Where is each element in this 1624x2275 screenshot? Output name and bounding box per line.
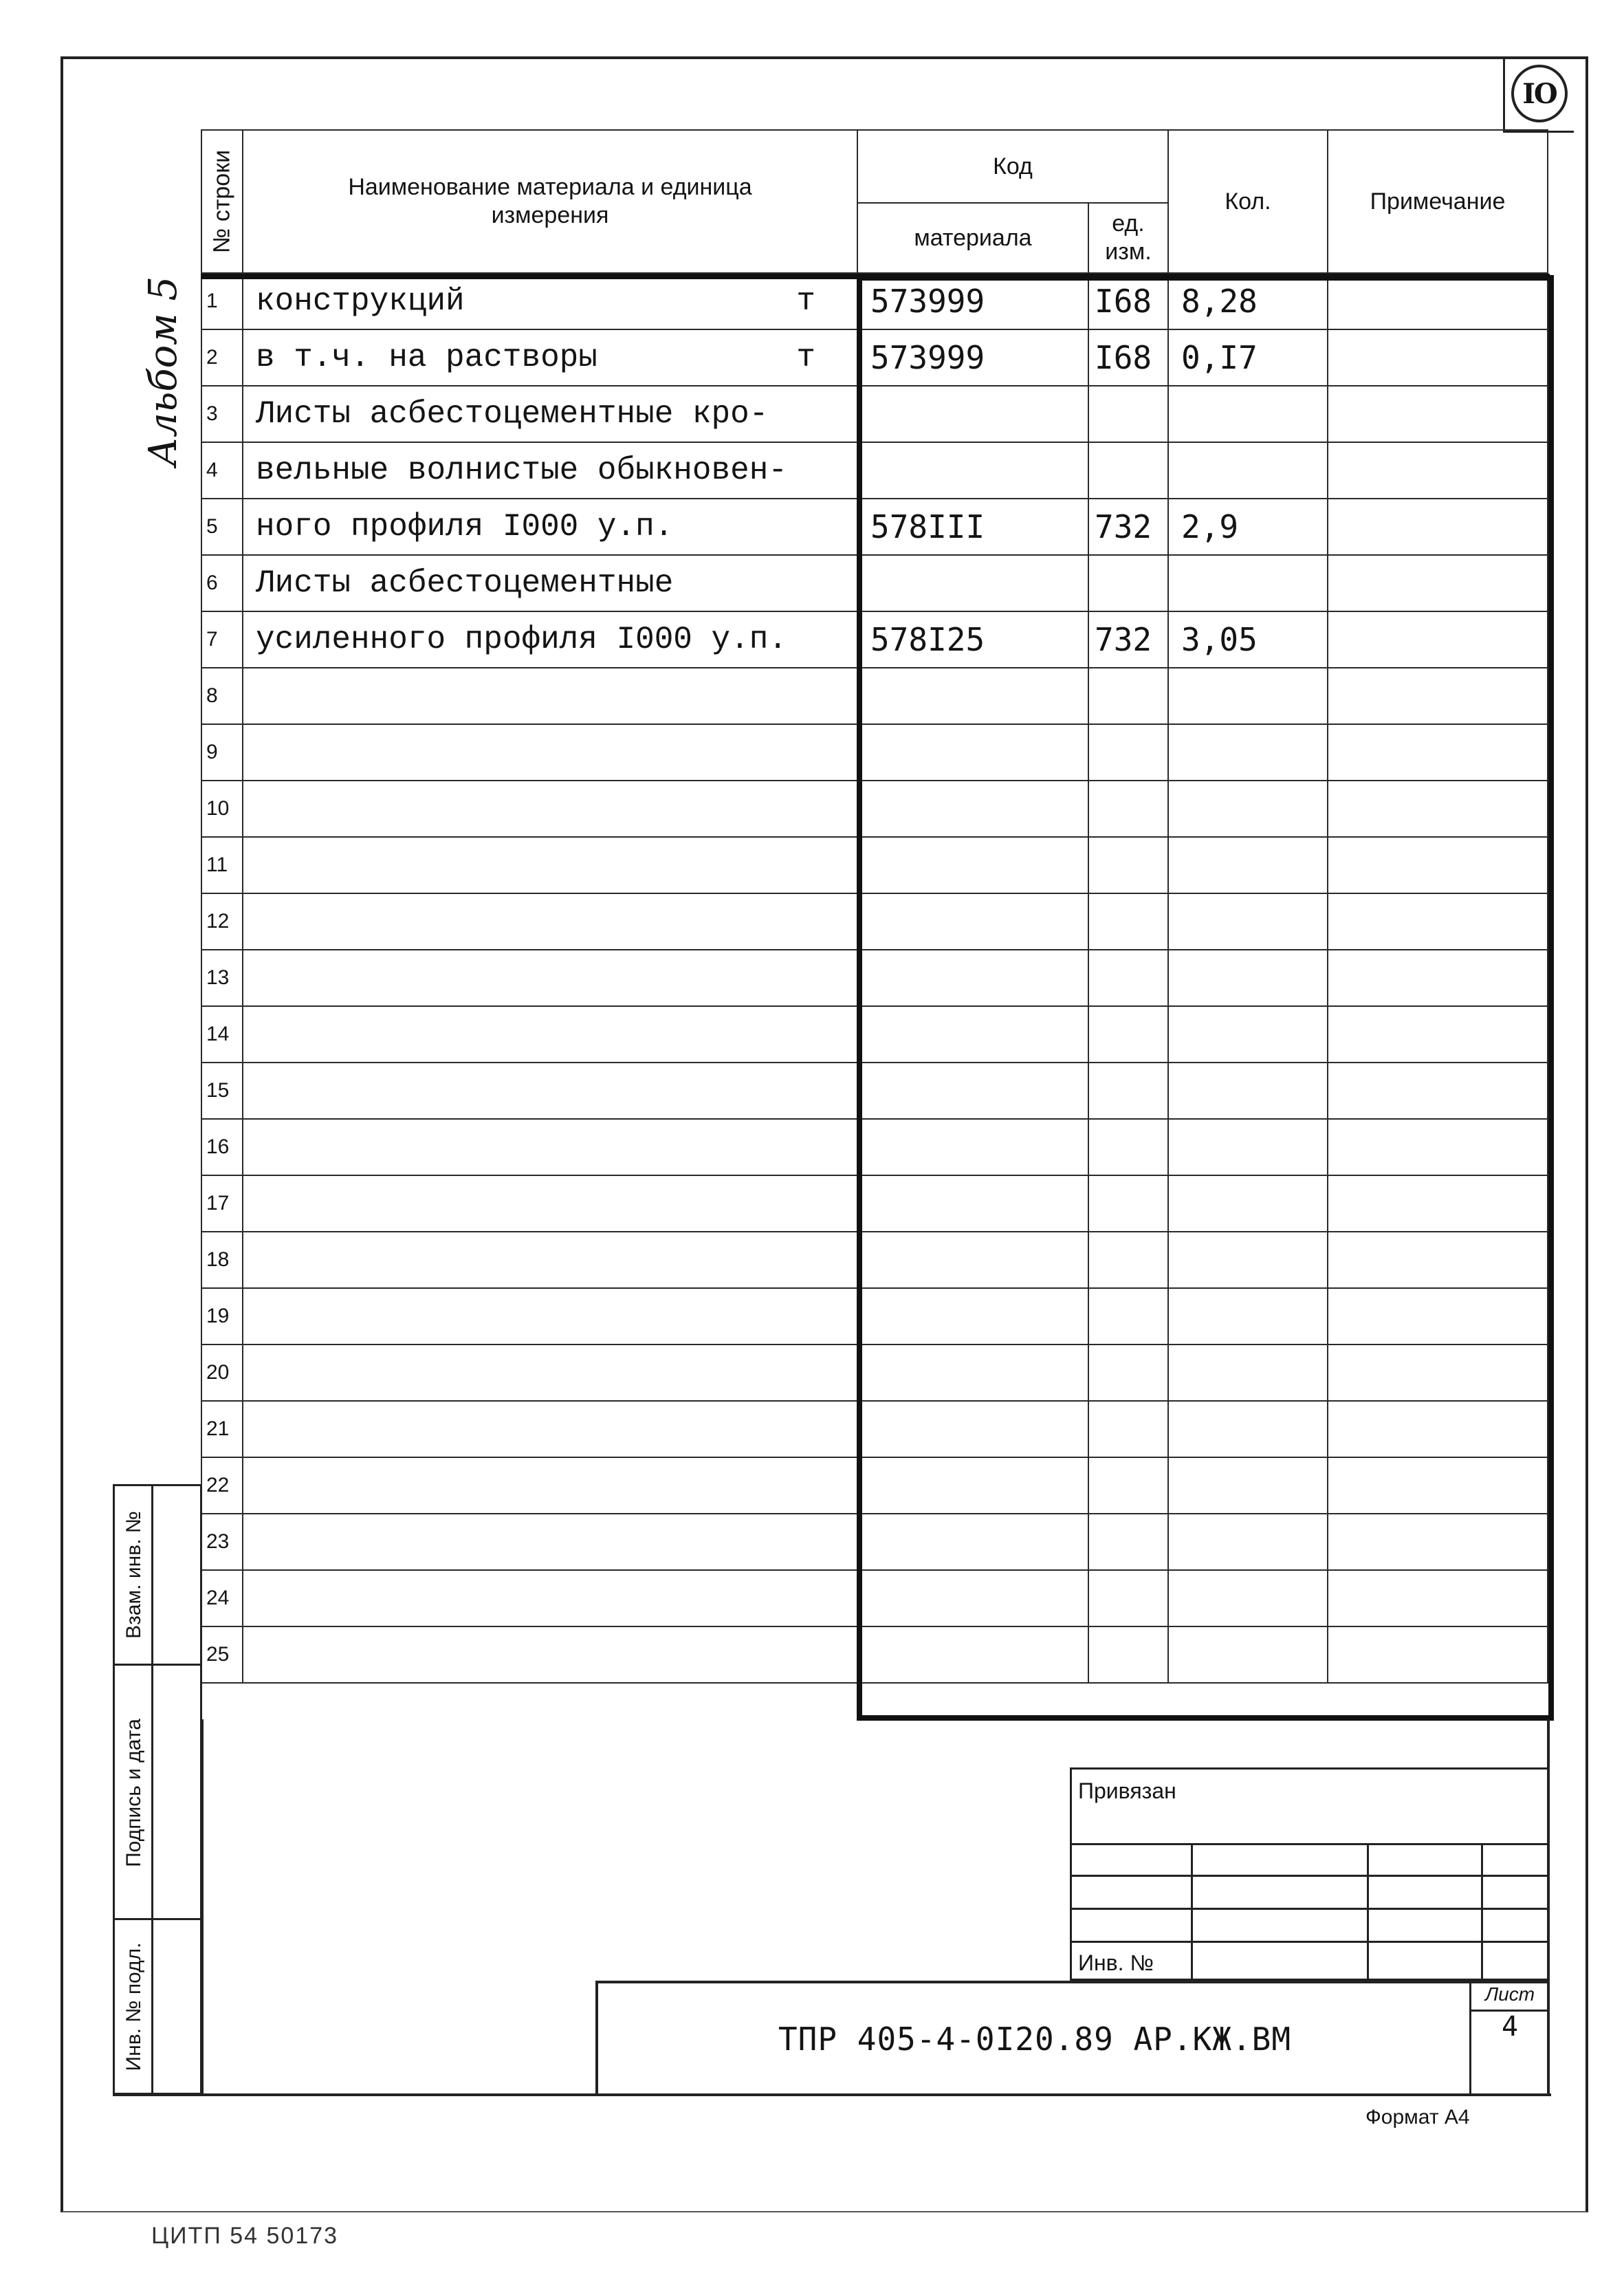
table-row <box>201 1345 1548 1401</box>
material-name <box>243 1514 857 1570</box>
note <box>1328 611 1548 668</box>
row-number: 13 <box>201 950 243 1006</box>
material-code <box>857 555 1088 611</box>
material-code <box>857 1119 1088 1175</box>
side-label-podpis: Подпись и дата <box>115 1666 153 1920</box>
table-row <box>201 386 1548 442</box>
quantity <box>1168 442 1328 499</box>
material-name <box>243 950 857 1006</box>
header-unit-code: ед. изм. <box>1088 203 1168 273</box>
material-code <box>857 1175 1088 1232</box>
material-name-text: Листы асбестоцементные <box>256 565 674 601</box>
material-name <box>243 1119 857 1175</box>
note <box>1328 1457 1548 1514</box>
material-name-text: ного профиля I000 у.п. <box>256 509 674 545</box>
unit-code <box>1088 1288 1168 1345</box>
quantity <box>1168 1626 1328 1683</box>
stamp-line <box>1070 1908 1548 1910</box>
note <box>1328 1063 1548 1119</box>
table-row <box>201 837 1548 893</box>
unit-code: 732 <box>1088 499 1168 555</box>
header-row-number: № строки <box>201 130 243 273</box>
table-row <box>201 1570 1548 1626</box>
material-code <box>857 442 1088 499</box>
stamp-line <box>1070 1843 1548 1845</box>
quantity <box>1168 1232 1328 1288</box>
material-name-text: Листы асбестоцементные кро- <box>256 396 769 432</box>
unit-code <box>1088 1626 1168 1683</box>
row-number: 9 <box>201 724 243 781</box>
material-code <box>857 1401 1088 1457</box>
stamp-line <box>1070 1875 1548 1877</box>
material-code <box>857 1570 1088 1626</box>
row-number: 6 <box>201 555 243 611</box>
unit-code <box>1088 724 1168 781</box>
material-name <box>243 1626 857 1683</box>
material-name <box>243 1345 857 1401</box>
quantity: 8,28 <box>1168 273 1328 329</box>
note <box>1328 1006 1548 1063</box>
unit-code <box>1088 1063 1168 1119</box>
quantity <box>1168 1514 1328 1570</box>
header-code-group: Код <box>857 130 1168 203</box>
frame-line <box>201 1719 204 2095</box>
note <box>1328 893 1548 950</box>
header-material-code: материала <box>857 203 1088 273</box>
material-name <box>243 329 857 386</box>
material-name <box>243 1063 857 1119</box>
table-row <box>201 724 1548 781</box>
unit-code: I68 <box>1088 273 1168 329</box>
material-name <box>243 499 857 555</box>
note <box>1328 1401 1548 1457</box>
material-code: 578III <box>857 499 1088 555</box>
material-code <box>857 1288 1088 1345</box>
material-code <box>857 893 1088 950</box>
material-name <box>243 1175 857 1232</box>
material-name <box>243 611 857 668</box>
quantity <box>1168 1063 1328 1119</box>
row-number: 21 <box>201 1401 243 1457</box>
note <box>1328 1570 1548 1626</box>
material-name <box>243 273 857 329</box>
quantity <box>1168 1006 1328 1063</box>
row-number: 24 <box>201 1570 243 1626</box>
material-name <box>243 1288 857 1345</box>
material-name <box>243 724 857 781</box>
material-name <box>243 1006 857 1063</box>
quantity <box>1168 893 1328 950</box>
row-number: 18 <box>201 1232 243 1288</box>
note <box>1328 1345 1548 1401</box>
quantity <box>1168 1175 1328 1232</box>
table-row <box>201 1514 1548 1570</box>
material-code: 573999 <box>857 273 1088 329</box>
row-number: 5 <box>201 499 243 555</box>
table-row <box>201 499 1548 555</box>
material-code <box>857 837 1088 893</box>
quantity <box>1168 724 1328 781</box>
unit-code: 732 <box>1088 611 1168 668</box>
album-label-text: Альбом 5 <box>141 276 186 467</box>
material-code <box>857 781 1088 837</box>
material-name <box>243 781 857 837</box>
side-stamp-strip <box>113 1484 202 2095</box>
note <box>1328 724 1548 781</box>
table-divider <box>201 274 1550 279</box>
material-code: 573999 <box>857 329 1088 386</box>
material-unit: т <box>796 283 815 319</box>
row-number: 15 <box>201 1063 243 1119</box>
table-row <box>201 668 1548 724</box>
row-number: 8 <box>201 668 243 724</box>
table-row <box>201 950 1548 1006</box>
unit-code <box>1088 1006 1168 1063</box>
side-label-vzam: Взам. инв. № <box>115 1486 153 1664</box>
header-note: Примечание <box>1328 130 1548 273</box>
binding-label: Привязан <box>1078 1778 1176 1803</box>
material-name <box>243 668 857 724</box>
material-name-text: вельные волнистые обыкновен- <box>256 453 787 488</box>
side-label-inv-podl: Инв. № подл. <box>115 1920 153 2093</box>
row-number: 11 <box>201 837 243 893</box>
note <box>1328 1626 1548 1683</box>
materials-table-body <box>201 273 1548 1683</box>
unit-code <box>1088 950 1168 1006</box>
quantity <box>1168 555 1328 611</box>
note <box>1328 1175 1548 1232</box>
document-code: ТПР 405-4-0I20.89 АР.КЖ.ВМ <box>778 2021 1292 2058</box>
quantity <box>1168 1345 1328 1401</box>
table-row <box>201 611 1548 668</box>
material-name <box>243 1401 857 1457</box>
note <box>1328 1514 1548 1570</box>
quantity <box>1168 668 1328 724</box>
format-label: Формат А4 <box>1365 2106 1470 2129</box>
note <box>1328 837 1548 893</box>
row-number: 22 <box>201 1457 243 1514</box>
row-number: 20 <box>201 1345 243 1401</box>
unit-code <box>1088 555 1168 611</box>
quantity <box>1168 1401 1328 1457</box>
page-number-badge <box>1503 56 1574 133</box>
quantity <box>1168 837 1328 893</box>
quantity: 3,05 <box>1168 611 1328 668</box>
table-row <box>201 1006 1548 1063</box>
material-code <box>857 386 1088 442</box>
table-row <box>201 1457 1548 1514</box>
header-material-name: Наименование материала и единица измерения <box>243 130 857 273</box>
row-number: 19 <box>201 1288 243 1345</box>
material-name <box>243 386 857 442</box>
material-name <box>243 442 857 499</box>
material-name <box>243 1570 857 1626</box>
sheet-cell <box>1469 1983 1548 2095</box>
header-quantity: Кол. <box>1168 130 1328 273</box>
note <box>1328 1119 1548 1175</box>
table-row <box>201 442 1548 499</box>
row-number: 17 <box>201 1175 243 1232</box>
note <box>1328 386 1548 442</box>
unit-code <box>1088 1514 1168 1570</box>
unit-code <box>1088 893 1168 950</box>
unit-code <box>1088 442 1168 499</box>
material-name <box>243 837 857 893</box>
unit-code <box>1088 781 1168 837</box>
unit-code <box>1088 1119 1168 1175</box>
material-code <box>857 1232 1088 1288</box>
material-code <box>857 1626 1088 1683</box>
inventory-label: Инв. № <box>1078 1950 1154 1975</box>
note <box>1328 668 1548 724</box>
table-row <box>201 1175 1548 1232</box>
table-row <box>201 1401 1548 1457</box>
row-number: 23 <box>201 1514 243 1570</box>
note <box>1328 1232 1548 1288</box>
table-row <box>201 1626 1548 1683</box>
material-name <box>243 555 857 611</box>
unit-code <box>1088 1401 1168 1457</box>
material-unit: т <box>796 340 815 375</box>
unit-code <box>1088 1570 1168 1626</box>
material-code <box>857 1457 1088 1514</box>
quantity <box>1168 1119 1328 1175</box>
table-row <box>201 1232 1548 1288</box>
unit-code: I68 <box>1088 329 1168 386</box>
note <box>1328 950 1548 1006</box>
unit-code <box>1088 1457 1168 1514</box>
row-number: 16 <box>201 1119 243 1175</box>
material-name <box>243 1232 857 1288</box>
material-code: 578I25 <box>857 611 1088 668</box>
note <box>1328 273 1548 329</box>
materials-form <box>201 129 1547 1684</box>
table-row <box>201 329 1548 386</box>
quantity <box>1168 386 1328 442</box>
material-code <box>857 668 1088 724</box>
row-number: 2 <box>201 329 243 386</box>
footer-code: ЦИТП 54 50173 <box>151 2223 339 2249</box>
quantity: 2,9 <box>1168 499 1328 555</box>
table-row <box>201 781 1548 837</box>
stamp-line <box>1367 1843 1369 1981</box>
material-code <box>857 950 1088 1006</box>
stamp-line <box>1070 1941 1548 1943</box>
row-number: 14 <box>201 1006 243 1063</box>
title-block <box>595 1981 1548 2095</box>
sheet-label: Лист <box>1471 1983 1548 2012</box>
material-name-text: конструкций <box>256 283 465 319</box>
note <box>1328 329 1548 386</box>
note <box>1328 442 1548 499</box>
row-number: 7 <box>201 611 243 668</box>
sheet-number: 4 <box>1501 2011 1519 2043</box>
table-row <box>201 1063 1548 1119</box>
unit-code <box>1088 386 1168 442</box>
material-name <box>243 1457 857 1514</box>
note <box>1328 555 1548 611</box>
page-number: IO <box>1511 65 1568 122</box>
row-number: 4 <box>201 442 243 499</box>
table-row <box>201 893 1548 950</box>
unit-code <box>1088 1175 1168 1232</box>
row-number: 1 <box>201 273 243 329</box>
material-name <box>243 893 857 950</box>
note <box>1328 781 1548 837</box>
material-code <box>857 1063 1088 1119</box>
row-number: 25 <box>201 1626 243 1683</box>
row-number: 12 <box>201 893 243 950</box>
stamp-line <box>1481 1843 1483 1981</box>
unit-code <box>1088 1345 1168 1401</box>
material-name-text: усиленного профиля I000 у.п. <box>256 622 787 657</box>
row-number: 3 <box>201 386 243 442</box>
stamp-line <box>1191 1843 1193 1981</box>
quantity <box>1168 1457 1328 1514</box>
unit-code <box>1088 1232 1168 1288</box>
unit-code <box>1088 837 1168 893</box>
material-code <box>857 724 1088 781</box>
material-code <box>857 1006 1088 1063</box>
material-code <box>857 1514 1088 1570</box>
unit-code <box>1088 668 1168 724</box>
quantity <box>1168 1288 1328 1345</box>
quantity: 0,I7 <box>1168 329 1328 386</box>
quantity <box>1168 781 1328 837</box>
table-row <box>201 273 1548 329</box>
material-code <box>857 1345 1088 1401</box>
quantity <box>1168 1570 1328 1626</box>
note <box>1328 1288 1548 1345</box>
quantity <box>1168 950 1328 1006</box>
note <box>1328 499 1548 555</box>
table-row <box>201 555 1548 611</box>
table-row <box>201 1288 1548 1345</box>
row-number: 10 <box>201 781 243 837</box>
materials-table <box>201 129 1548 1684</box>
table-row <box>201 1119 1548 1175</box>
material-name-text: в т.ч. на растворы <box>256 340 597 375</box>
